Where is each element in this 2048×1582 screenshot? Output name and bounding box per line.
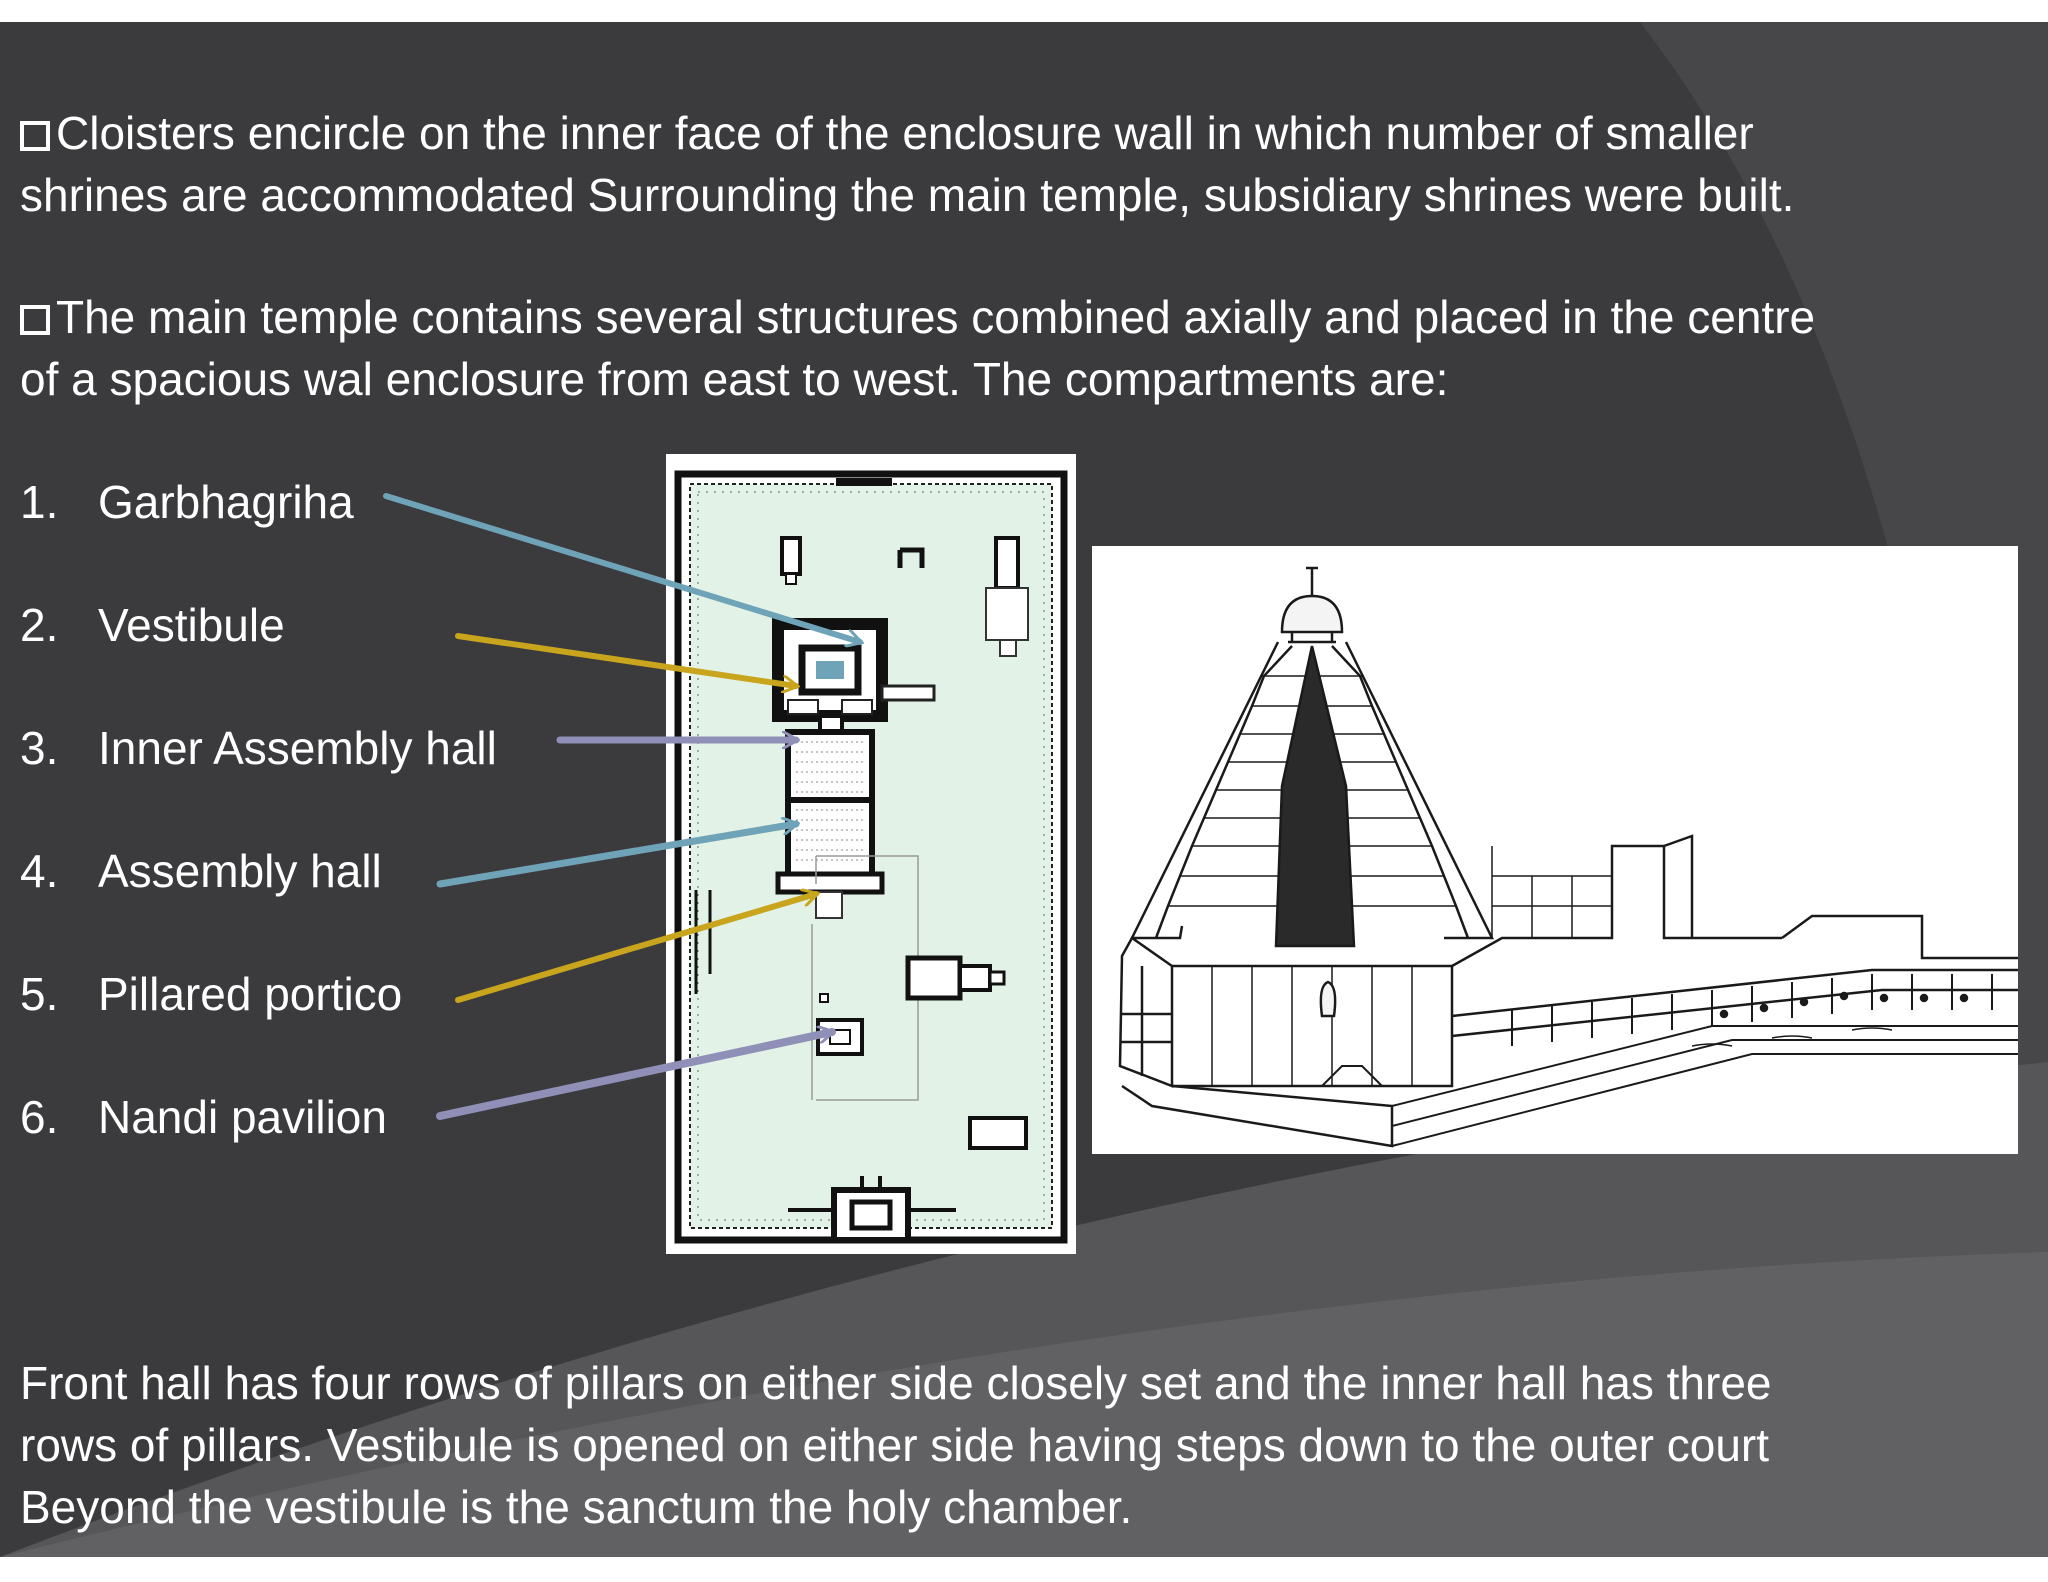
temple-floor-plan (666, 454, 1076, 1254)
list-item (20, 840, 382, 902)
list-number: 3. (20, 722, 59, 774)
list-item (20, 471, 354, 533)
list-label: Vestibule (98, 599, 285, 651)
footer-line1: Front hall has four rows of pillars on either side closely set and the inner hall has three (20, 1357, 1772, 1409)
list-label: Nandi pavilion (98, 1091, 387, 1143)
footer-line2: rows of pillars. Vestibule is opened on either side having steps down to the outer court (20, 1419, 1770, 1471)
footer-line3: Beyond the vestibule is the sanctum the holy chamber. (20, 1481, 1133, 1533)
bullet-cloisters-line2: shrines are accommodated Surrounding the main temple, subsidiary shrines were built. (20, 169, 1795, 221)
list-label: Assembly hall (98, 845, 382, 897)
list-number: 1. (20, 476, 59, 528)
list-label: Pillared portico (98, 968, 403, 1020)
list-label: Garbhagriha (98, 476, 354, 528)
list-item (20, 963, 402, 1025)
bullet-main-temple-line1: The main temple contains several structures combined axially and placed in the centre (56, 291, 1816, 343)
checkbox-bullet-icon (20, 305, 50, 335)
list-number: 6. (20, 1091, 59, 1143)
list-item (20, 1086, 387, 1148)
temple-cutaway-illustration (1092, 546, 2018, 1154)
cutaway-drawing (1092, 546, 2018, 1154)
checkbox-bullet-icon (20, 121, 50, 151)
list-number: 5. (20, 968, 59, 1020)
bullet-main-temple (20, 286, 2030, 410)
list-number: 4. (20, 845, 59, 897)
bullet-cloisters-line1: Cloisters encircle on the inner face of the enclosure wall in which number of smaller (56, 107, 1754, 159)
bullet-main-temple-line2: of a spacious wal enclosure from east to west. The compartments are: (20, 353, 1449, 405)
slide (0, 22, 2048, 1557)
list-number: 2. (20, 599, 59, 651)
floor-plan-drawing (666, 454, 1076, 1254)
footer-paragraph (20, 1352, 2030, 1538)
list-item (20, 717, 497, 779)
list-label: Inner Assembly hall (98, 722, 497, 774)
bullet-cloisters (20, 102, 2030, 226)
list-item (20, 594, 285, 656)
